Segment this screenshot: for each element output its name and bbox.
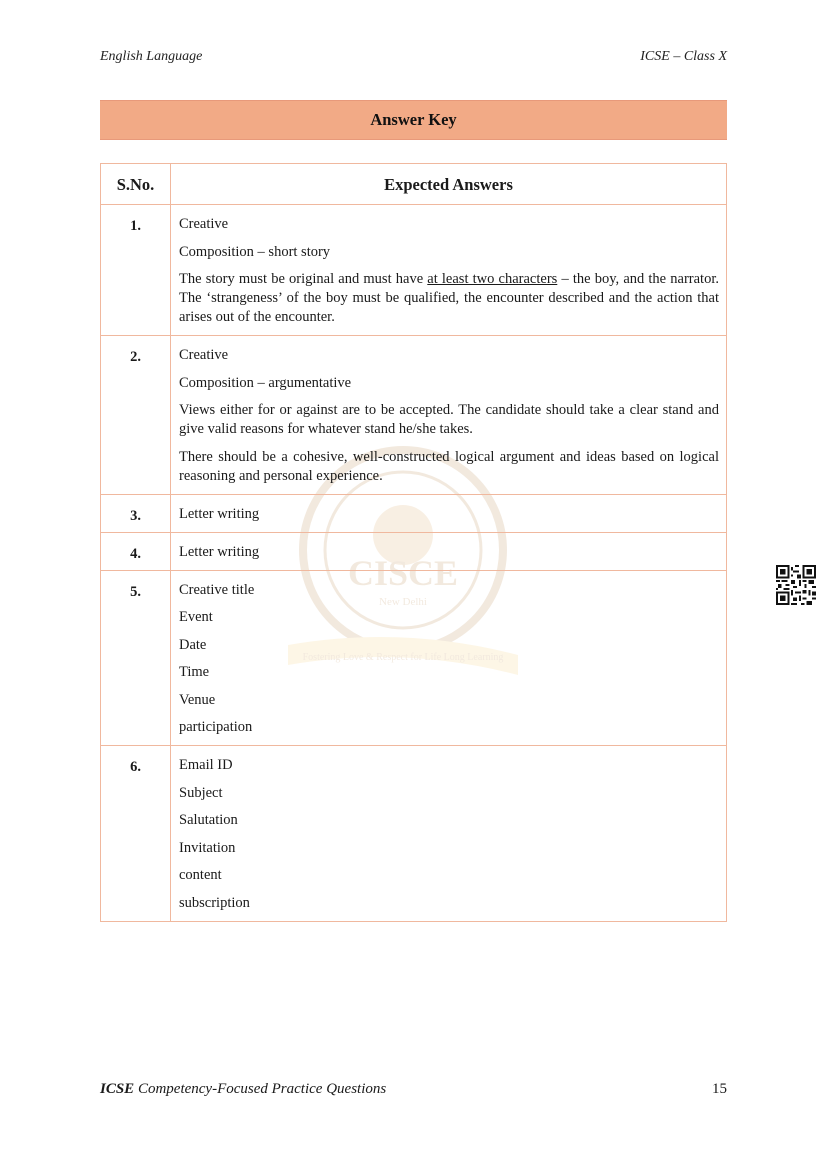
answer-line: Date: [179, 636, 207, 653]
watermark-city: New Delhi: [379, 596, 427, 608]
answer-paragraph: Views either for or against are to be accepted. The candidate should take a clear stand and give valid reasons for whatever stand he/she takes.: [179, 402, 719, 437]
answer-line: participation: [179, 719, 253, 735]
answer-line: Subject: [179, 784, 223, 801]
answer-line: content: [179, 867, 222, 883]
row-answers: [171, 205, 727, 336]
table-header-row: [101, 164, 727, 205]
table-row: [101, 205, 727, 336]
table-row: [101, 336, 727, 495]
col-header-sno: S.No.: [101, 164, 171, 205]
answer-line: Creative title: [179, 581, 255, 598]
row-answers: [171, 532, 727, 570]
answer-line: Letter writing: [179, 505, 260, 522]
answer-text: – the boy, and the narrator. The ‘strangeness’ of the boy must be qualified, the encounter described and the action that arises out of the encounter.: [179, 271, 719, 325]
banner-title: Answer Key: [370, 110, 457, 129]
row-number: 2.: [101, 336, 171, 495]
answer-line: Time: [179, 664, 210, 680]
footer-title-bold: ICSE: [100, 1081, 135, 1097]
answer-line: subscription: [179, 894, 250, 911]
answer-line: Salutation: [179, 812, 238, 828]
footer-title: [100, 1081, 386, 1098]
table-row: [101, 570, 727, 746]
table-row: [101, 532, 727, 570]
row-answers: [171, 336, 727, 495]
answer-line: Letter writing: [179, 543, 260, 560]
row-answers: [171, 746, 727, 922]
row-number: 1.: [101, 205, 171, 336]
row-answers: [171, 570, 727, 746]
row-number: 3.: [101, 494, 171, 532]
answer-line: Composition – argumentative: [179, 374, 352, 391]
header-class: ICSE – Class X: [640, 49, 727, 64]
answer-line: Email ID: [179, 757, 233, 773]
answer-line: Venue: [179, 691, 216, 708]
col-header-answers: Expected Answers: [171, 164, 727, 205]
answer-line: Creative: [179, 347, 229, 363]
row-number: 5.: [101, 570, 171, 746]
answer-line: Creative: [179, 216, 229, 232]
answer-underlined-text: at least two characters: [427, 271, 558, 287]
answer-paragraph: [179, 270, 719, 327]
row-number: 6.: [101, 746, 171, 922]
answer-line: Event: [179, 609, 213, 625]
answer-line: Invitation: [179, 839, 236, 856]
answer-key-table: [100, 163, 727, 922]
page-number: 15: [712, 1081, 727, 1097]
footer-title-rest: Competency-Focused Practice Questions: [134, 1081, 387, 1097]
row-answers: [171, 494, 727, 532]
answer-paragraph: There should be a cohesive, well-constructed logical argument and ideas based on logical reasoning and personal experience.: [179, 448, 719, 484]
answer-text: The story must be original and must have: [179, 271, 428, 287]
header-subject: English Language: [100, 49, 203, 64]
answer-line: Composition – short story: [179, 243, 331, 260]
table-row: [101, 746, 727, 922]
row-number: 4.: [101, 532, 171, 570]
watermark-name: CISCE: [347, 553, 459, 593]
table-row: [101, 494, 727, 532]
qr-code-icon[interactable]: [776, 565, 816, 605]
watermark-motto: Fostering Love & Respect for Life Long Learning: [302, 652, 504, 663]
answer-key-banner: [100, 100, 727, 140]
